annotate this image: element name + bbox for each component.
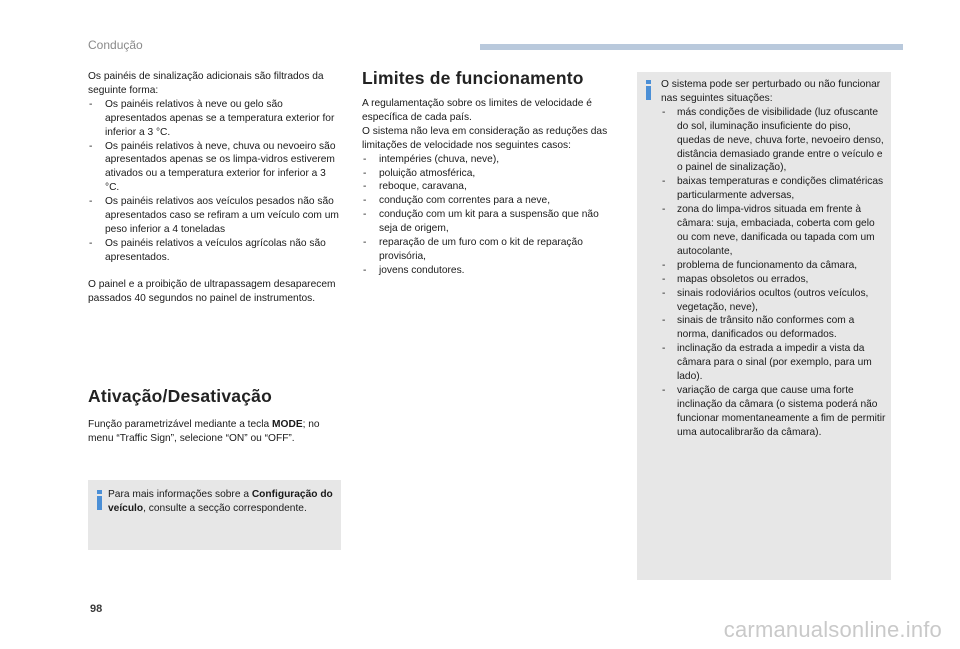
disturbance-list [661, 106, 887, 440]
list-item: - problema de funcionamento da câmara, [661, 259, 887, 273]
section-title: Condução [88, 38, 143, 52]
limits-paragraph-2: O sistema não leva em consideração as reduções das limitações de velocidade nos seguintes casos: [362, 125, 608, 151]
list-item: - Os painéis relativos à neve, chuva ou nevoeiro são apresentados apenas se os limpa-vidros estiverem ativados ou a temperatura exterior for inferior a 3 °C. [88, 140, 342, 196]
info-icon [96, 490, 103, 510]
note-text-end: , consulte a secção correspondente. [143, 502, 307, 514]
list-item: - zona do limpa-vidros situada em frente à câmara: suja, embaciada, coberta com gelo ou com neve, danificada ou tapada com um autocolante, [661, 203, 887, 259]
activation-text-end: ; no menu “Traffic Sign”, selecione “ON” ou “OFF”. [88, 419, 320, 444]
note-text-start: Para mais informações sobre a [108, 489, 252, 500]
list-item: - intempéries (chuva, neve), [362, 153, 612, 167]
filter-intro: Os painéis de sinalização adicionais são filtrados da seguinte forma: [88, 71, 324, 96]
list-item: - poluição atmosférica, [362, 167, 612, 181]
limits-paragraph-1: A regulamentação sobre os limites de velocidade é específica de cada país. [362, 98, 592, 123]
mode-key-label: MODE [272, 419, 303, 430]
info-icon [645, 80, 652, 100]
overtaking-paragraph: O painel e a proibição de ultrapassagem desaparecem passados 40 segundos no painel de instrumentos. [88, 278, 336, 304]
note-link-text: Configuração do veículo [108, 489, 333, 514]
list-item: - jovens condutores. [362, 264, 612, 278]
list-item: - variação de carga que cause uma forte inclinação da câmara (o sistema poderá não funcionar momentaneamente a fim de permitir uma autocalibrarão da câmara). [661, 384, 887, 440]
list-item: - reboque, caravana, [362, 180, 612, 194]
limits-list [362, 153, 612, 278]
list-item: - más condições de visibilidade (luz ofuscante do sol, iluminação insuficiente do piso, quedas de neve, chuva forte, nevoeiro denso, distância demasiado grande entre o veículo e o painel de sinalização), [661, 106, 887, 176]
list-item: - inclinação da estrada a impedir a vista da câmara para o sinal (por exemplo, para um lado). [661, 342, 887, 384]
column-limits [362, 97, 612, 278]
list-item: - baixas temperaturas e condições climatéricas particularmente adversas, [661, 175, 887, 203]
activation-text [88, 418, 342, 446]
activation-text-start: Função parametrizável mediante a tecla [88, 419, 273, 430]
activation-heading: Ativação/Desativação [88, 386, 272, 406]
list-item: - mapas obsoletos ou errados, [661, 273, 887, 287]
header-divider-bar [480, 44, 903, 50]
list-item: - sinais rodoviários ocultos (outros veículos, vegetação, neve), [661, 287, 887, 315]
list-item: - Os painéis relativos aos veículos pesados não são apresentados caso se refiram a um veículo com um peso inferior a 4 toneladas [88, 195, 342, 237]
column-filtering [88, 70, 342, 306]
list-item: - condução com um kit para a suspensão que não seja de origem, [362, 208, 612, 236]
watermark: carmanualsonline.info [723, 617, 942, 642]
page-number: 98 [90, 603, 103, 615]
list-item: - sinais de trânsito não conformes com a norma, danificados ou deformados. [661, 314, 887, 342]
list-item: - condução com correntes para a neve, [362, 194, 612, 208]
disturbance-intro: O sistema pode ser perturbado ou não funcionar nas seguintes situações: [661, 79, 881, 104]
info-note-box [88, 480, 341, 550]
limits-heading: Limites de funcionamento [362, 68, 584, 88]
disturbance-info-box [637, 72, 891, 580]
list-item: - Os painéis relativos a veículos agrícolas não são apresentados. [88, 237, 342, 265]
list-item: - reparação de um furo com o kit de reparação provisória, [362, 236, 612, 264]
list-item: - Os painéis relativos à neve ou gelo são apresentados apenas se a temperatura exterior for inferior a 3 °C. [88, 98, 342, 140]
filter-list [88, 98, 342, 265]
